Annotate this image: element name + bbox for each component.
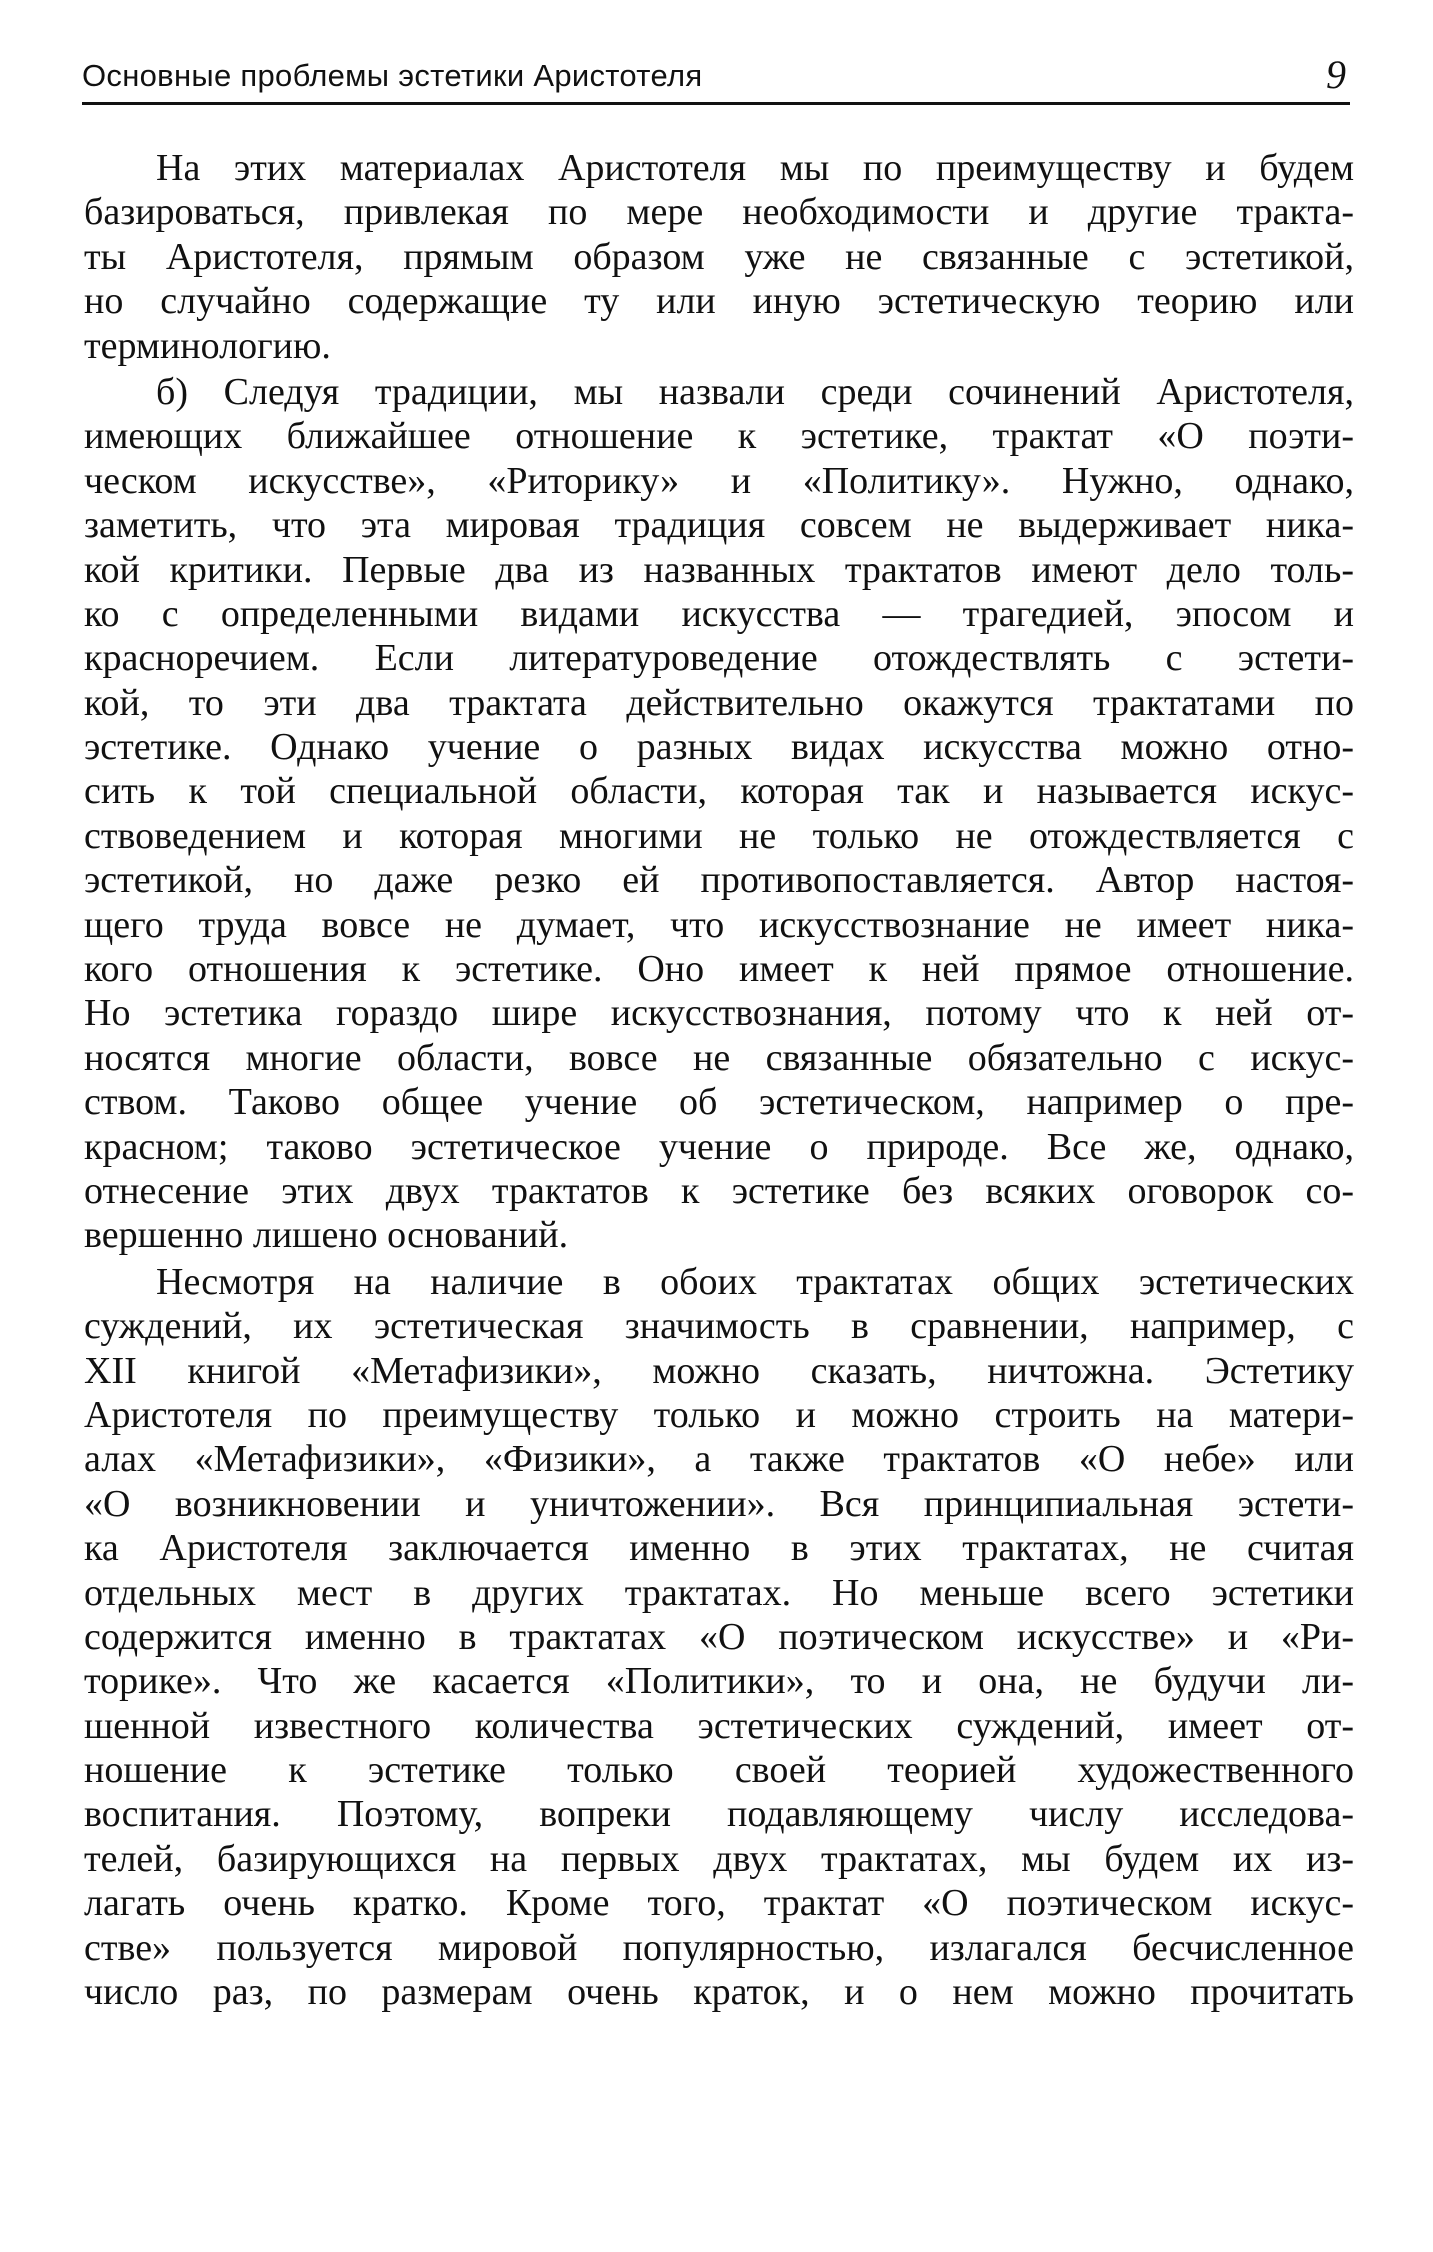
text-line: XII книгой «Метафизики», можно сказать, ничтожна. Эстетику [84, 1349, 1354, 1392]
text-line: Несмотря на наличие в обоих трактатах общих эстетических [156, 1260, 1354, 1303]
text-line: кой, то эти два трактата действительно окажутся трактатами по [84, 681, 1354, 724]
text-line: Но эстетика гораздо шире искусствознания, потому что к ней от- [84, 992, 1354, 1035]
text-line: красном; таково эстетическое учение о природе. Все же, однако, [84, 1125, 1354, 1168]
text-line: эстетике. Однако учение о разных видах искусства можно отно- [84, 726, 1354, 769]
text-line: красноречием. Если литературоведение отождествлять с эстети- [84, 637, 1354, 680]
text-line: сить к той специальной области, которая так и называется искус- [84, 770, 1354, 813]
page-number: 9 [1326, 52, 1346, 97]
paragraph-treatises [84, 1260, 1354, 2015]
text-line: б) Следуя традиции, мы назвали среди сочинений Аристотеля, [156, 370, 1354, 413]
text-line: терминологию. [84, 324, 331, 367]
text-line: заметить, что эта мировая традиция совсем не выдерживает ника- [84, 504, 1354, 547]
text-line: отнесение этих двух трактатов к эстетике без всяких оговорок со- [84, 1169, 1354, 1212]
text-line: имеющих ближайшее отношение к эстетике, трактат «О поэти- [84, 415, 1354, 458]
text-line: суждений, их эстетическая значимость в сравнении, например, с [84, 1305, 1354, 1348]
text-line: ношение к эстетике только своей теорией художественного [84, 1749, 1354, 1792]
running-title: Основные проблемы эстетики Аристотеля [82, 58, 703, 93]
text-line: ко с определенными видами искусства — трагедией, эпосом и [84, 592, 1354, 635]
text-line: кой критики. Первые два из названных трактатов имеют дело толь- [84, 548, 1354, 591]
paragraph-tradition [84, 370, 1354, 1258]
text-line: воспитания. Поэтому, вопреки подавляющему числу исследова- [84, 1793, 1354, 1836]
text-line: базироваться, привлекая по мере необходимости и другие тракта- [84, 191, 1354, 234]
text-line: телей, базирующихся на первых двух трактатах, мы будем их из- [84, 1837, 1354, 1880]
text-line: лагать очень кратко. Кроме того, трактат «О поэтическом искус- [84, 1882, 1354, 1925]
text-line: содержится именно в трактатах «О поэтическом искусстве» и «Ри- [84, 1615, 1354, 1658]
text-line: ствоведением и которая многими не только не отождествляется с [84, 814, 1354, 857]
text-line: число раз, по размерам очень краток, и о нем можно прочитать [84, 1971, 1354, 2014]
text-line: ка Аристотеля заключается именно в этих трактатах, не считая [84, 1527, 1354, 1570]
text-line: стве» пользуется мировой популярностью, излагался бесчисленное [84, 1926, 1354, 1969]
text-line: эстетикой, но даже резко ей противопоставляется. Автор настоя- [84, 859, 1354, 902]
text-line: кого отношения к эстетике. Оно имеет к ней прямое отношение. [84, 948, 1354, 991]
text-line: ческом искусстве», «Риторику» и «Политику». Нужно, однако, [84, 459, 1354, 502]
text-line: Аристотеля по преимуществу только и можно строить на матери- [84, 1393, 1354, 1436]
text-line: На этих материалах Аристотеля мы по преимуществу и будем [156, 147, 1354, 189]
text-line: «О возникновении и уничтожении». Вся принципиальная эстети- [84, 1482, 1354, 1525]
text-line: ты Аристотеля, прямым образом уже не связанные с эстетикой, [84, 235, 1354, 278]
text-line: носятся многие области, вовсе не связанные обязательно с искус- [84, 1036, 1354, 1079]
text-line: торике». Что же касается «Политики», то и она, не будучи ли- [84, 1660, 1354, 1703]
paragraph-materials [84, 146, 1354, 368]
running-header [82, 46, 1350, 105]
text-line: щего труда вовсе не думает, что искусствознание не имеет ника- [84, 903, 1354, 946]
text-line: шенной известного количества эстетических суждений, имеет от- [84, 1704, 1354, 1747]
text-line: но случайно содержащие ту или иную эстетическую теорию или [84, 280, 1354, 323]
text-line: вершенно лишено оснований. [84, 1214, 569, 1257]
body-text [84, 146, 1354, 2016]
text-line: отдельных мест в других трактатах. Но меньше всего эстетики [84, 1571, 1354, 1614]
text-line: ством. Таково общее учение об эстетическом, например о пре- [84, 1081, 1354, 1124]
text-line: алах «Метафизики», «Физики», а также трактатов «О небе» или [84, 1438, 1354, 1481]
